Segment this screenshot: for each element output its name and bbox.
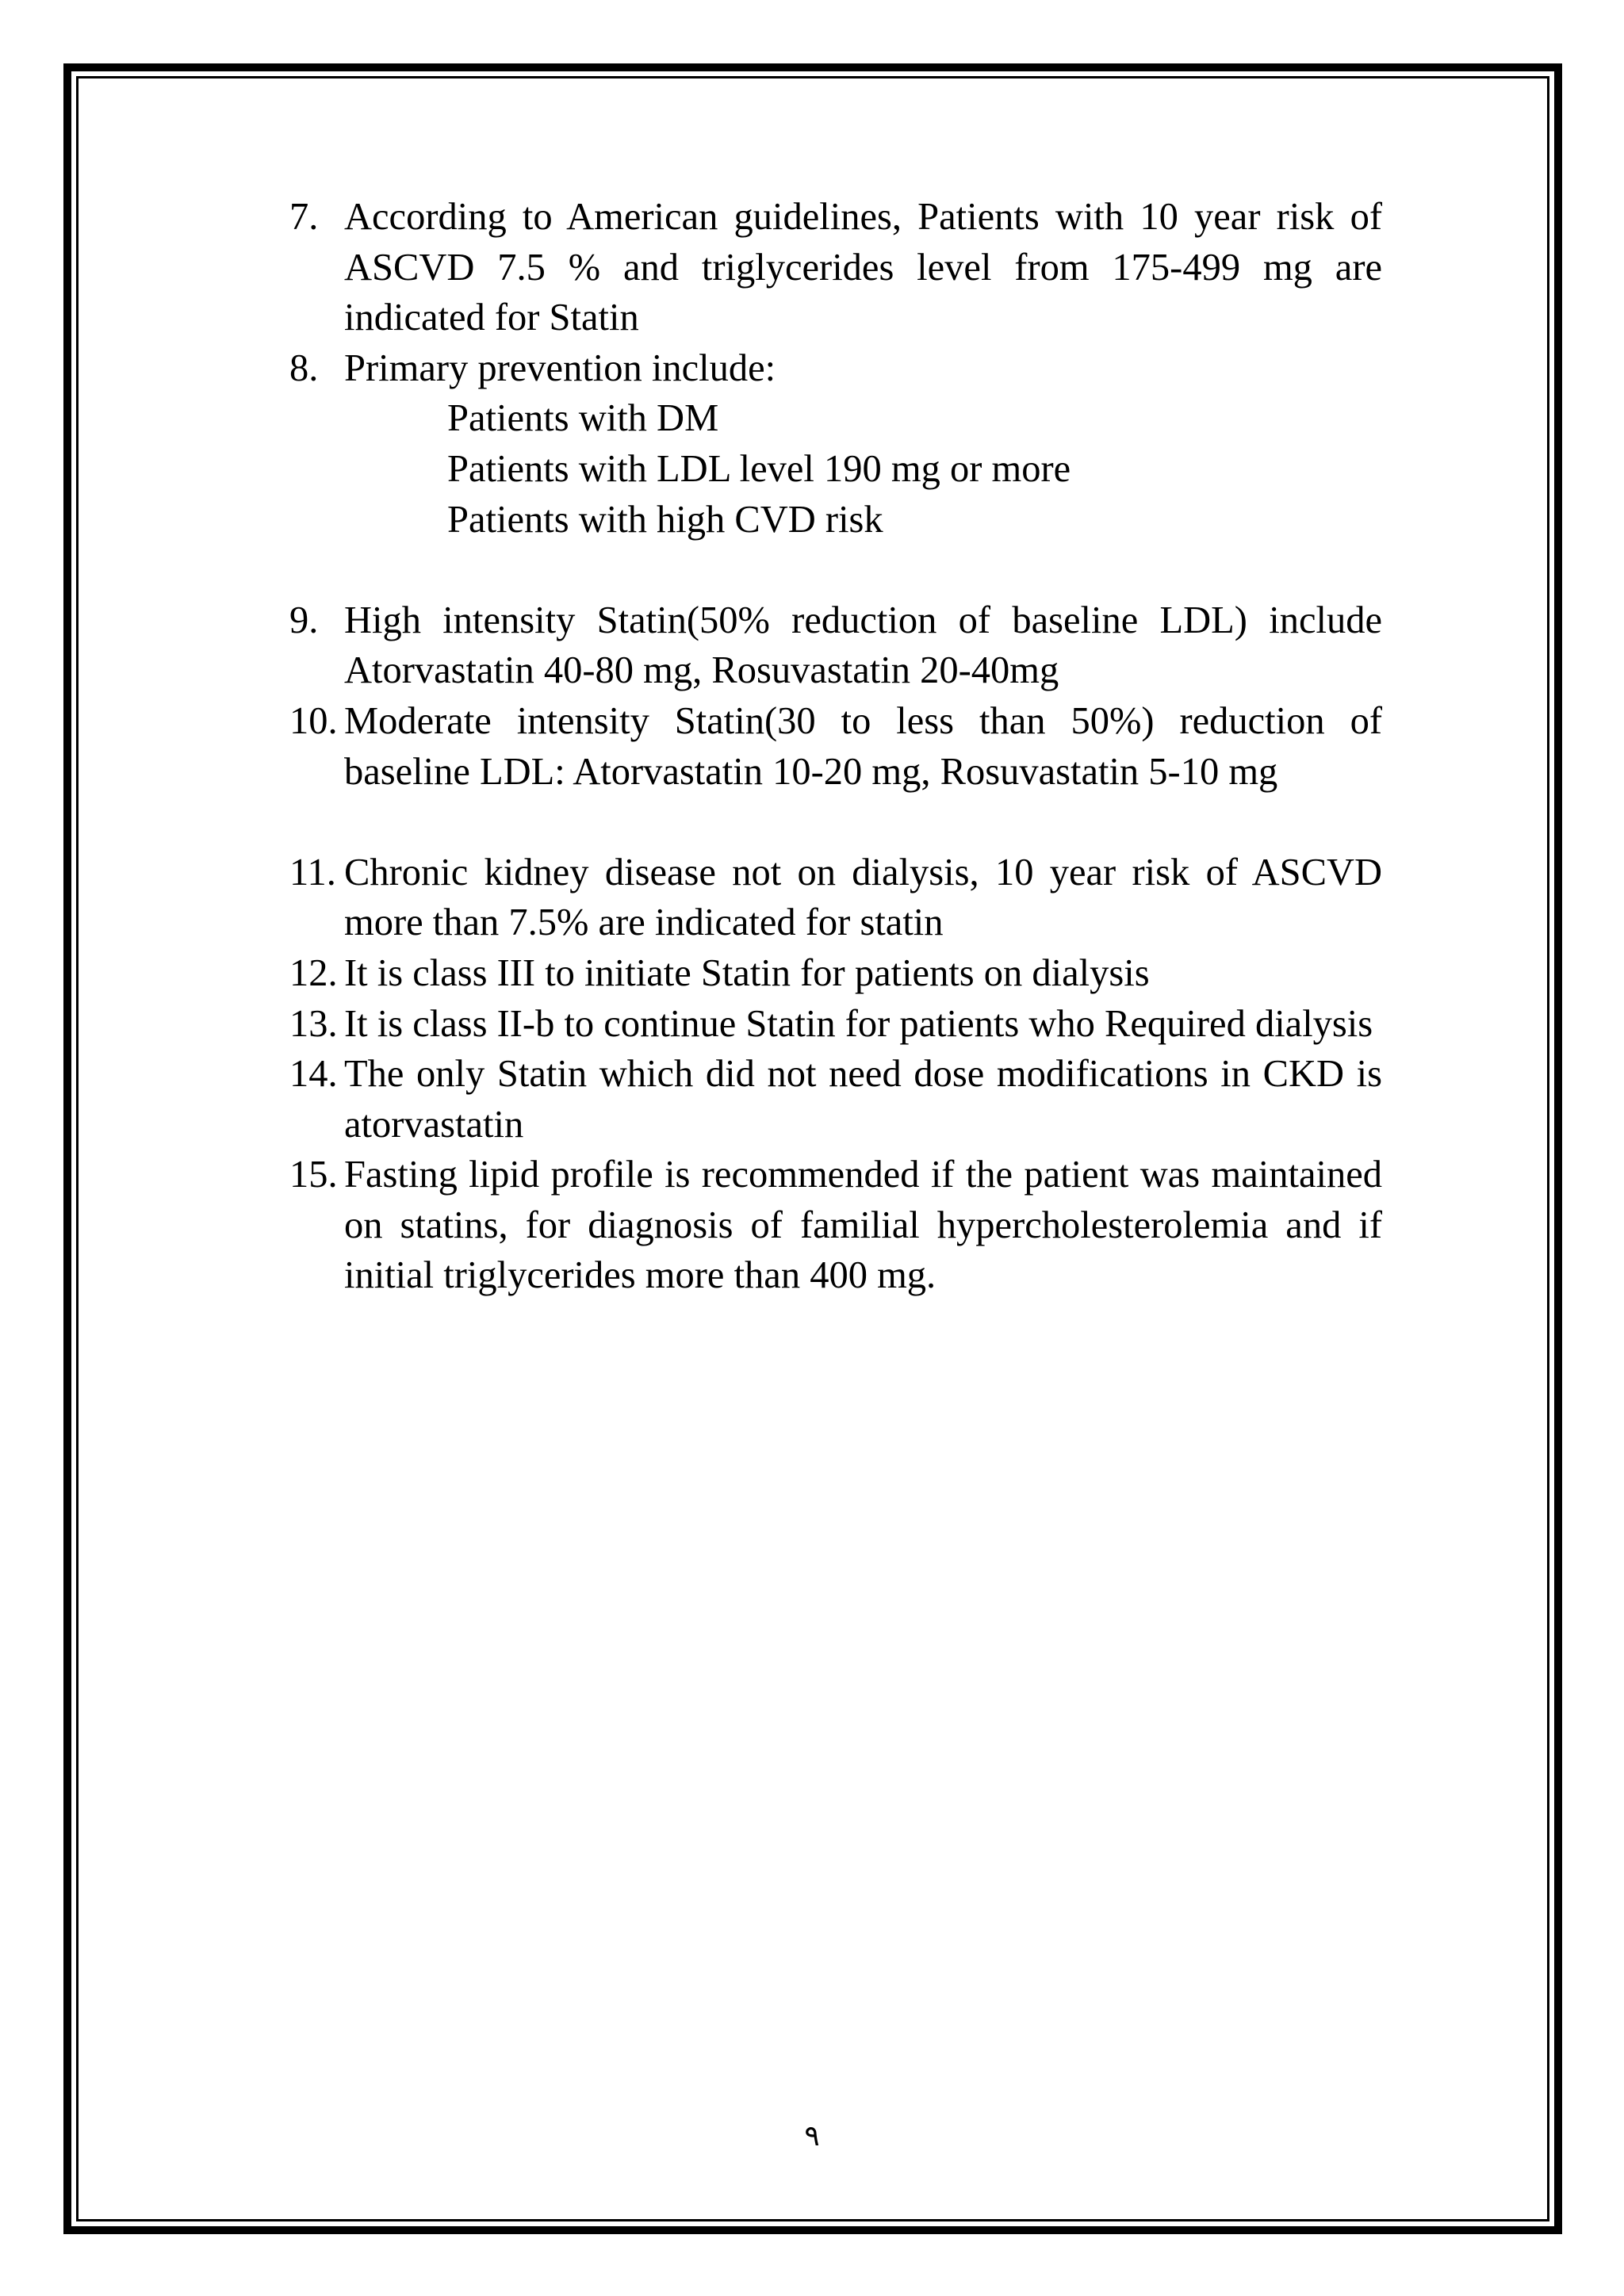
item-number: 10. [289, 699, 338, 742]
page-number: ٩ [804, 2120, 820, 2152]
item-text: It is class III to initiate Statin for patients on dialysis [344, 951, 1150, 994]
list-item-10 [289, 696, 1382, 797]
sublist-item: Patients with DM [447, 397, 719, 440]
item-text: High intensity Statin(50% reduction of baseline LDL) include Atorvastatin 40-80 mg, Rosuvastatin 20-40mg [344, 599, 1382, 692]
item-number: 7. [289, 196, 319, 238]
item-text: Fasting lipid profile is recommended if the patient was maintained on statins, for diagnosis of familial hypercholesterolemia and if initial triglycerides more than 400 mg. [344, 1154, 1382, 1297]
list-item-11 [289, 848, 1382, 948]
list-item-9 [289, 595, 1382, 696]
list-item-14 [289, 1049, 1382, 1150]
item-text: It is class II-b to continue Statin for patients who Required dialysis [344, 1002, 1373, 1045]
primary-prevention-sublist [289, 393, 1382, 545]
sublist-item: Patients with LDL level 190 mg or more [447, 447, 1071, 490]
item-text: Chronic kidney disease not on dialysis, 10 year risk of ASCVD more than 7.5% are indicated for statin [344, 851, 1382, 944]
item-text: Moderate intensity Statin(30 to less than 50%) reduction of baseline LDL: Atorvastatin 10-20 mg, Rosuvastatin 5-10 mg [344, 699, 1382, 793]
list-item-7 [289, 192, 1382, 343]
spacer [289, 545, 1382, 595]
item-text: The only Statin which did not need dose modifications in CKD is atorvastatin [344, 1053, 1382, 1146]
document-body [289, 192, 1382, 1301]
item-number: 15. [289, 1154, 338, 1196]
item-text: According to American guidelines, Patients with 10 year risk of ASCVD 7.5 % and triglycerides level from 175-499 mg are indicated for Statin [344, 196, 1382, 339]
item-text: Primary prevention include: [344, 346, 776, 389]
sublist-item: Patients with high CVD risk [447, 498, 883, 541]
item-number: 9. [289, 599, 319, 641]
spacer [289, 797, 1382, 848]
item-number: 12. [289, 951, 338, 994]
list-item-13 [289, 999, 1382, 1050]
list-item-15 [289, 1150, 1382, 1301]
item-number: 14. [289, 1053, 338, 1096]
item-number: 8. [289, 346, 319, 389]
item-number: 11. [289, 851, 336, 894]
list-item-8 [289, 343, 1382, 394]
item-number: 13. [289, 1002, 338, 1045]
list-item-12 [289, 948, 1382, 999]
